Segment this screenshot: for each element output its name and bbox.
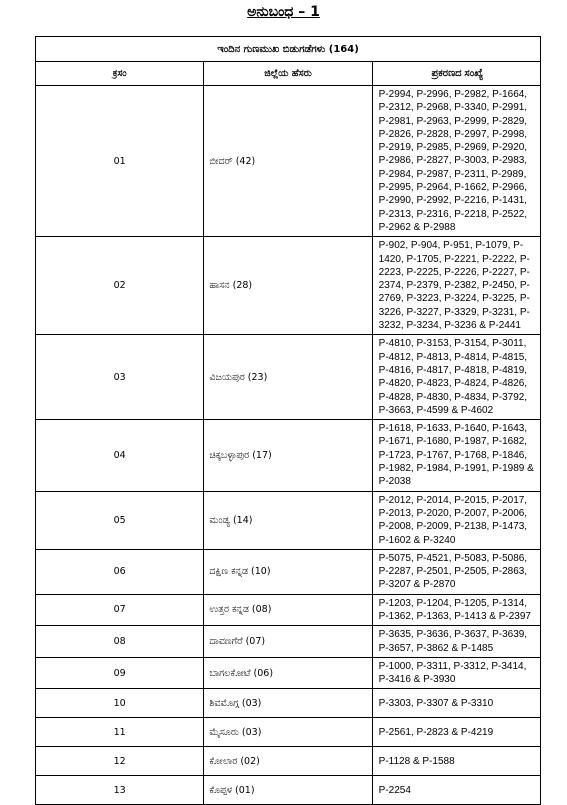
- table-row: [36, 549, 541, 594]
- row-cases: P-1203, P-1204, P-1205, P-1314, P-1362, P-1363, P-1413 & P-2397: [372, 594, 540, 626]
- table-row: [36, 420, 541, 491]
- table-header-row: [36, 62, 541, 86]
- table-row: [36, 237, 541, 335]
- row-sno: 04: [36, 420, 204, 491]
- table-row: [36, 594, 541, 626]
- row-district: ವಿಜಯಪುರ (23): [204, 335, 372, 420]
- row-district: ಉತ್ತರ ಕನ್ನಡ (08): [204, 594, 372, 626]
- row-district: ದಾವಣಗೆರೆ (07): [204, 626, 372, 658]
- header-cases: ಪ್ರಕರಣದ ಸಂಖ್ಯೆ: [372, 62, 540, 86]
- row-district: ಬಾಗಲಕೋಟೆ (06): [204, 657, 372, 689]
- table-row: [36, 657, 541, 689]
- table-row: [36, 626, 541, 658]
- row-district: ಚಿಕ್ಕಬಳ್ಳಾಪುರ (17): [204, 420, 372, 491]
- row-sno: 02: [36, 237, 204, 335]
- table-row: [36, 689, 541, 718]
- row-district: ಶಿವಮೊಗ್ಗ (03): [204, 689, 372, 718]
- row-cases: P-1618, P-1633, P-1640, P-1643, P-1671, P-1680, P-1987, P-1682, P-1723, P-1767, P-1768, P-1846, P-1982, P-1984, P-1991, P-1989 & P-2038: [372, 420, 540, 491]
- table-row: [36, 776, 541, 805]
- page-heading: ಅನುಬಂಧ – 1: [247, 4, 320, 20]
- row-district: ಹಾಸನ (28): [204, 237, 372, 335]
- discharges-table: [35, 36, 541, 805]
- row-sno: 01: [36, 86, 204, 237]
- row-cases: P-2012, P-2014, P-2015, P-2017, P-2013, P-2020, P-2007, P-2006, P-2008, P-2009, P-2138, P-1473, P-1602 & P-3240: [372, 491, 540, 549]
- row-sno: 03: [36, 335, 204, 420]
- row-district: ಮಂಡ್ಯ (14): [204, 491, 372, 549]
- row-cases: P-5075, P-4521, P-5083, P-5086, P-2287, P-2501, P-2505, P-2863, P-3207 & P-2870: [372, 549, 540, 594]
- row-sno: 11: [36, 718, 204, 747]
- table-row: [36, 335, 541, 420]
- row-sno: 08: [36, 626, 204, 658]
- row-sno: 10: [36, 689, 204, 718]
- table-row: [36, 718, 541, 747]
- table-caption: ಇಂದಿನ ಗುಣಮುಖ ಬಿಡುಗಡೆಗಳು (164): [36, 37, 541, 62]
- row-district: ಮೈಸೂರು (03): [204, 718, 372, 747]
- row-district: ಕೊಪ್ಪಳ (01): [204, 776, 372, 805]
- table-row: [36, 491, 541, 549]
- row-cases: P-2254: [372, 776, 540, 805]
- table-row: [36, 86, 541, 237]
- header-sno: ಕ್ರಸಂ: [36, 62, 204, 86]
- row-sno: 13: [36, 776, 204, 805]
- row-cases: P-3635, P-3636, P-3637, P-3639, P-3657, P-3862 & P-1485: [372, 626, 540, 658]
- row-sno: 07: [36, 594, 204, 626]
- table-row: [36, 747, 541, 776]
- row-sno: 09: [36, 657, 204, 689]
- row-cases: P-2561, P-2823 & P-4219: [372, 718, 540, 747]
- row-cases: P-4810, P-3153, P-3154, P-3011, P-4812, P-4813, P-4814, P-4815, P-4816, P-4817, P-4818, P-4819, P-4820, P-4823, P-4824, P-4826, P-4828, P-4830, P-4834, P-3792, P-3663, P-4599 & P-4602: [372, 335, 540, 420]
- row-sno: 05: [36, 491, 204, 549]
- row-cases: P-3303, P-3307 & P-3310: [372, 689, 540, 718]
- row-cases: P-2994, P-2996, P-2982, P-1664, P-2312, P-2968, P-3340, P-2991, P-2981, P-2963, P-2999, P-2829, P-2826, P-2828, P-2997, P-2998, P-2919, P-2985, P-2969, P-2920, P-2986, P-2827, P-3003, P-2983, P-2984, P-2987, P-2311, P-2989, P-2995, P-2964, P-1662, P-2966, P-2990, P-2992, P-2216, P-1431, P-2313, P-2316, P-2218, P-2522, P-2962 & P-2988: [372, 86, 540, 237]
- row-sno: 06: [36, 549, 204, 594]
- row-cases: P-1000, P-3311, P-3312, P-3414, P-3416 & P-3930: [372, 657, 540, 689]
- row-district: ದಕ್ಷಿಣ ಕನ್ನಡ (10): [204, 549, 372, 594]
- table-caption-row: [36, 37, 541, 62]
- row-cases: P-902, P-904, P-951, P-1079, P-1420, P-1705, P-2221, P-2222, P-2223, P-2225, P-2226, P-2227, P-2374, P-2379, P-2382, P-2450, P-2769, P-3223, P-3224, P-3225, P-3226, P-3227, P-3329, P-3231, P-3232, P-3234, P-3236 & P-2441: [372, 237, 540, 335]
- header-district: ಜಿಲ್ಲೆಯ ಹೆಸರು: [204, 62, 372, 86]
- row-district: ಬೀದರ್ (42): [204, 86, 372, 237]
- row-cases: P-1128 & P-1588: [372, 747, 540, 776]
- row-district: ಕೋಲಾರ (02): [204, 747, 372, 776]
- row-sno: 12: [36, 747, 204, 776]
